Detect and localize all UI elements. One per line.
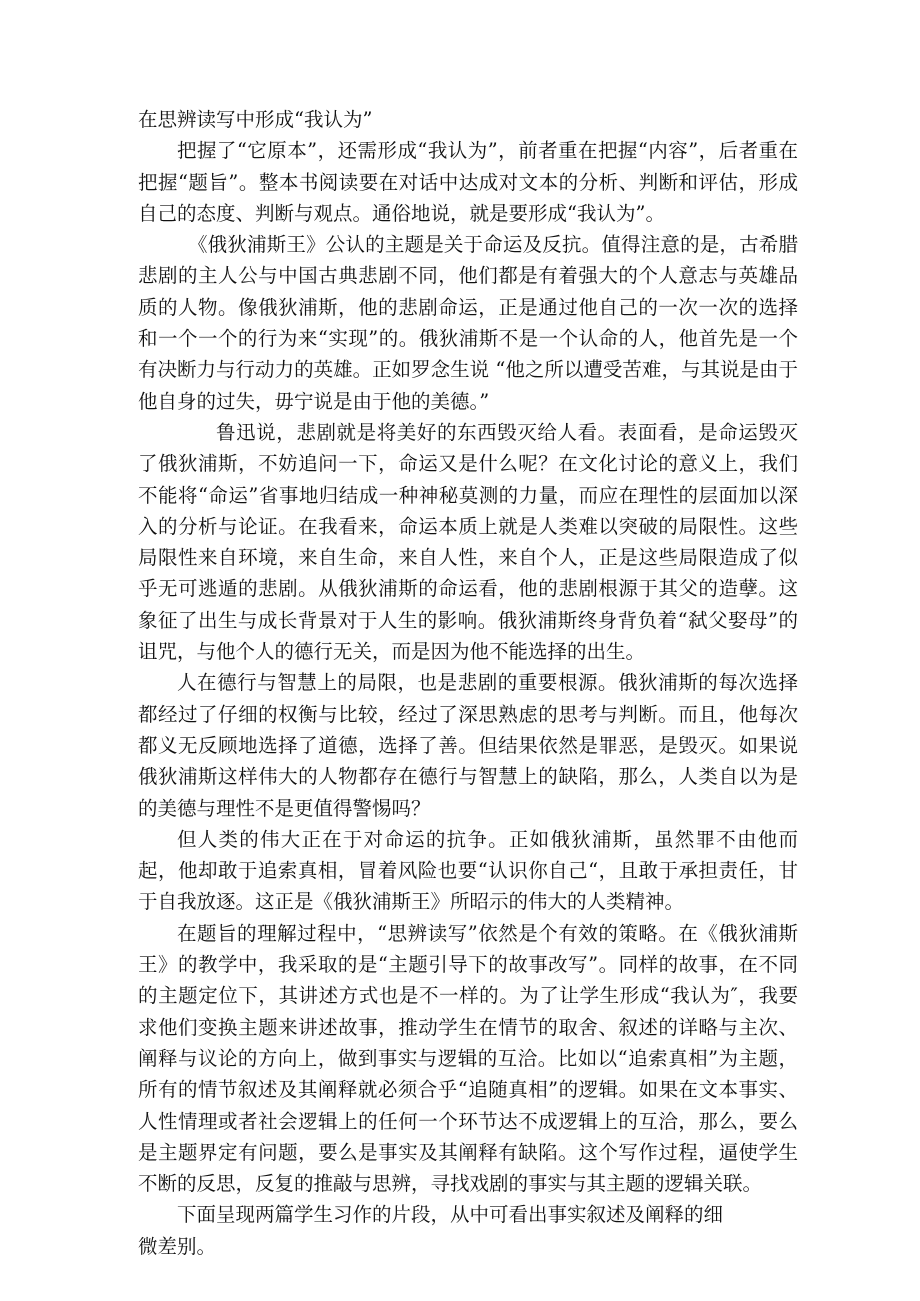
section-heading: 在思辨读写中形成“我认为” — [138, 108, 373, 131]
paragraph-3: 鲁迅说，悲剧就是将美好的东西毁灭给人看。表面看，是命运毁灭了俄狄浦斯，不妨追问一下，命运又是什么呢？在文化讨论的意义上，我们不能将“命运”省事地归结成一种神秘莫测的力量，而应在理性的层面加以深入的分析与论证。在我看来，命运本质上就是人类难以突破的局限性。这些局限性来自环境，来自生命，来自人性，来自个人，正是这些局限造成了似乎无可逃遁的悲剧。从俄狄浦斯的命运看，他的悲剧根源于其父的造孽。这象征了出生与成长背景对于人生的影响。俄狄浦斯终身背负着“弑父娶母”的诅咒，与他个人的德行无关，而是因为他不能选择的出生。 — [138, 420, 798, 664]
paragraph-1: 把握了“它原本”，还需形成“我认为”，前者重在把握“内容”，后者重在把握“题旨”。整本书阅读要在对话中达成对文本的分析、判断和评估，形成自己的态度、判断与观点。通俗地说，就是要形成“我认为”。 — [138, 139, 798, 225]
paragraph-2: 《俄狄浦斯王》公认的主题是关于命运及反抗。值得注意的是，古希腊悲剧的主人公与中国古典悲剧不同，他们都是有着强大的个人意志与英雄品质的人物。像俄狄浦斯，他的悲剧命运，正是通过他自己的一次一次的选择和一个一个的行为来“实现”的。俄狄浦斯不是一个认命的人，他首先是一个有决断力与行动力的英雄。正如罗念生说 “他之所以遭受苦难，与其说是由于他自身的过失，毋宁说是由于他的美德。” — [138, 233, 798, 413]
paragraph-6: 在题旨的理解过程中，“思辨读写”依然是个有效的策略。在《俄狄浦斯王》的教学中，我采取的是“主题引导下的故事改写”。同样的故事，在不同的主题定位下，其讲述方式也是不一样的。为了让学生形成“我认为″，我要求他们变换主题来讲述故事，推动学生在情节的取舍、叙述的详略与主次、阐释与议论的方向上，做到事实与逻辑的互洽。比如以“追索真相”为主题，所有的情节叙述及其阐释就必须合乎“追随真相”的逻辑。如果在文本事实、人性情理或者社会逻辑上的任何一个环节达不成逻辑上的互洽，那么，要么是主题界定有问题，要么是事实及其阐释有缺陷。这个写作过程，逼使学生不断的反思，反复的推敲与思辨，寻找戏剧的事实与其主题的逻辑关联。 — [138, 921, 798, 1196]
article-body — [138, 104, 798, 1262]
paragraph-4: 人在德行与智慧上的局限，也是悲剧的重要根源。俄狄浦斯的每次选择都经过了仔细的权衡与比较，经过了深思熟虑的思考与判断。而且，他每次都义无反顾地选择了道德，选择了善。但结果依然是罪恶，是毁灭。如果说俄狄浦斯这样伟大的人物都存在德行与智慧上的缺陷，那么，人类自以为是的美德与理性不是更值得警惕吗？ — [138, 671, 798, 820]
paragraph-5: 但人类的伟大正在于对命运的抗争。正如俄狄浦斯，虽然罪不由他而起，他却敢于追索真相，冒着风险也要“认识你自己“，且敢于承担责任，甘于自我放逐。这正是《俄狄浦斯王》所昭示的伟大的人类精神。 — [138, 827, 798, 914]
paragraph-7: 下面呈现两篇学生习作的片段，从中可看出事实叙述及阐释的细微差别。 — [138, 1203, 724, 1258]
